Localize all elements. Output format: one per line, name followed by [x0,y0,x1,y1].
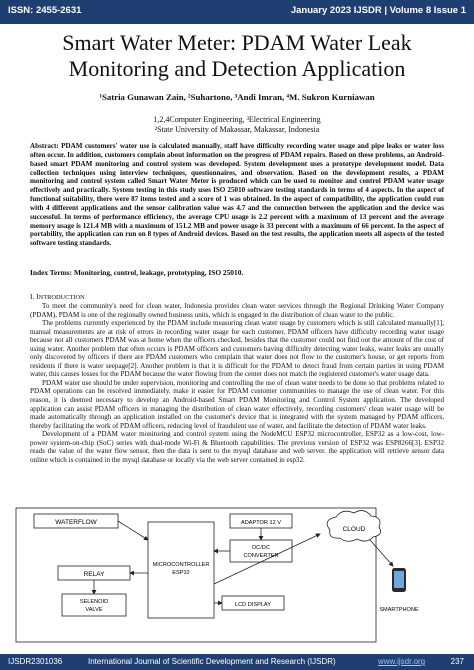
solenoid-sublabel: VALVE [85,607,103,613]
index-terms: Index Terms: Monitoring, control, leakage, prototyping, ISO 25010. [30,268,244,277]
adaptor-label: ADAPTOR 12 V [240,520,282,526]
page-number: 237 [450,657,464,666]
issue-label: January 2023 IJSDR | Volume 8 Issue 1 [290,5,466,16]
paragraph: Development of a PDAM water monitoring and control system using the NodeMCU ESP32 microcontroller, ESP32 as a low-cost, low-power system-on-chip (SoC) series with dual-mode Wi-Fi & Bluetooth capabilities. The previous version of ESP32 was ESP8266[3]. ESP32 reads the value of the water flow sensor, then the data is sent to the mysql database and web server. the application will retrieve sensor data online which is contained in the mysql database or locally via the web server contained in esp32. [30,430,444,464]
cloud-label: CLOUD [342,526,366,533]
author-list: ¹Satria Gunawan Zain, ²Suhartono, ³Andi Imran, ⁴M. Sukron Kurniawan [99,92,375,102]
header-banner [0,0,474,24]
dcdc-label: DC/DC [252,545,270,551]
journal-name: International Journal of Scientific Development and Research (IJSDR) [88,657,336,666]
microcontroller-label: MICROCONTROLLER [152,562,210,568]
solenoid-label: SELENOID [79,599,109,605]
system-block-diagram [0,500,474,650]
smartphone-label: SMARTPHONE [379,607,419,613]
footer-banner [0,654,474,670]
affiliation-line: 1,2,4Computer Engineering, ³Electrical Engineering [153,115,321,124]
waterflow-arrow [118,521,148,540]
section-rest: NTRODUCTION [38,294,85,301]
smartphone-screen [394,571,404,588]
phone-arrow [370,540,393,566]
paper-id: IJSDR2301036 [8,657,63,666]
journal-link[interactable]: www.ijsdr.org [378,657,426,666]
paragraph: The problems currently experienced by the PDAM include measuring clean water usage by customers which is still calculated manually[1], manual measurements are at risk of errors in recording water usage for each customer, PDAM officers have difficulty recording water usage because not all customers PDAM was at home when the officers checked, besides that the customer could not find out the amount of the cost of using water. Another problem that often occurs is PDAM officers and customers having difficulty detecting water leaks, water leaks are usually only discovered by officers if there are PDAM customers who complain that water does not flow to the customer's house, or get reports from residents if there is water seepage[2]. Another problem is that it is difficult for the PDAM to detect fraud from certain parties in using PDAM water, this causes losses for the PDAM because the water flowing from the center does not match the registered customer's water usage data. [30,319,444,379]
section-initial: I [36,292,39,301]
issn-label: ISSN: 2455-2631 [8,5,82,16]
microcontroller-sublabel: ESP32 [172,570,190,576]
affiliations [12,115,462,135]
paper-title: Smart Water Meter: PDAM Water Leak Monitoring and Detection Application [62,30,412,81]
paragraph: PDAM water use should be under supervision, monitoring and controlling the use of clean water needs to be done so that problems related to PDAM operations can be resolved immediately. make it easier for PDAM customer communities to manage the use of clean water. For this reason, it is deemed necessary to develop an Android-based Smart PDAM Monitoring and Control System application. The developed application can assist PDAM officers in managing the distribution of clean water effectively, recording customers' clean water usage will be made automatically through an application installed on the customer's device that is integrated with the system managed by PDAM officers, thereby facilitating the work of PDAM officers, reducing level of fraudulent use of water, and facilitate the detection of PDAM water leaks. [30,378,444,430]
paragraph: To meet the community's need for clean water, Indonesia provides clean water services through the Regional Drinking Water Company (PDAM), PDAM is one of the regionally owned business units, which is engaged in the distribution of clean water to the public. [30,302,444,319]
section-heading [30,292,85,301]
waterflow-label: WATERFLOW [55,519,97,526]
lcd-label: LCD DISPLAY [235,602,271,608]
affiliation-line: ²State University of Makassar, Makassar, Indonesia [154,125,320,134]
relay-label: RELAY [83,571,105,578]
abstract: Abstract: PDAM customers' water use is calculated manually, staff have difficulty recording water usage and pipe leaks or water loss often occur. In addition, customers complain about information on the progress of PDAM repairs. Based on these problems, an Android-based smart PDAM monitoring and control system was developed. System development uses a prototype development model. Data collection techniques using interview techniques, questionnaires, and observation. Based on the development results, a PDAM monitoring and control system called Smart Water Meter is produced which can be used to monitor and control PDAM water usage effectively and practically. System testing in this study uses ISO 25010 software testing standards in terms of 4 aspects. In the aspect of functional suitability, there were 87 items tested and a score of 1 was obtained. In the aspect of compatibility, the application could run with 4 different applications and the sensor calibration value was 4.7 and the connection between the application and the device was successful. In terms of performance efficiency, the average CPU usage is 2.2 percent with a maximum of 13 percent and the average memory usage is 121.4 MB with a maximum of 151.2 MB and power usage is 33 percent with a maximum of 66 percent. In the aspect of portability, the application can run on 8 types of Android devices. Based on the test results, the application meets all aspects of the tested software testing standards. [30,142,444,248]
section-number: I. [30,292,37,301]
introduction-body [30,302,444,464]
dcdc-sublabel: CONVERTER [243,553,279,559]
